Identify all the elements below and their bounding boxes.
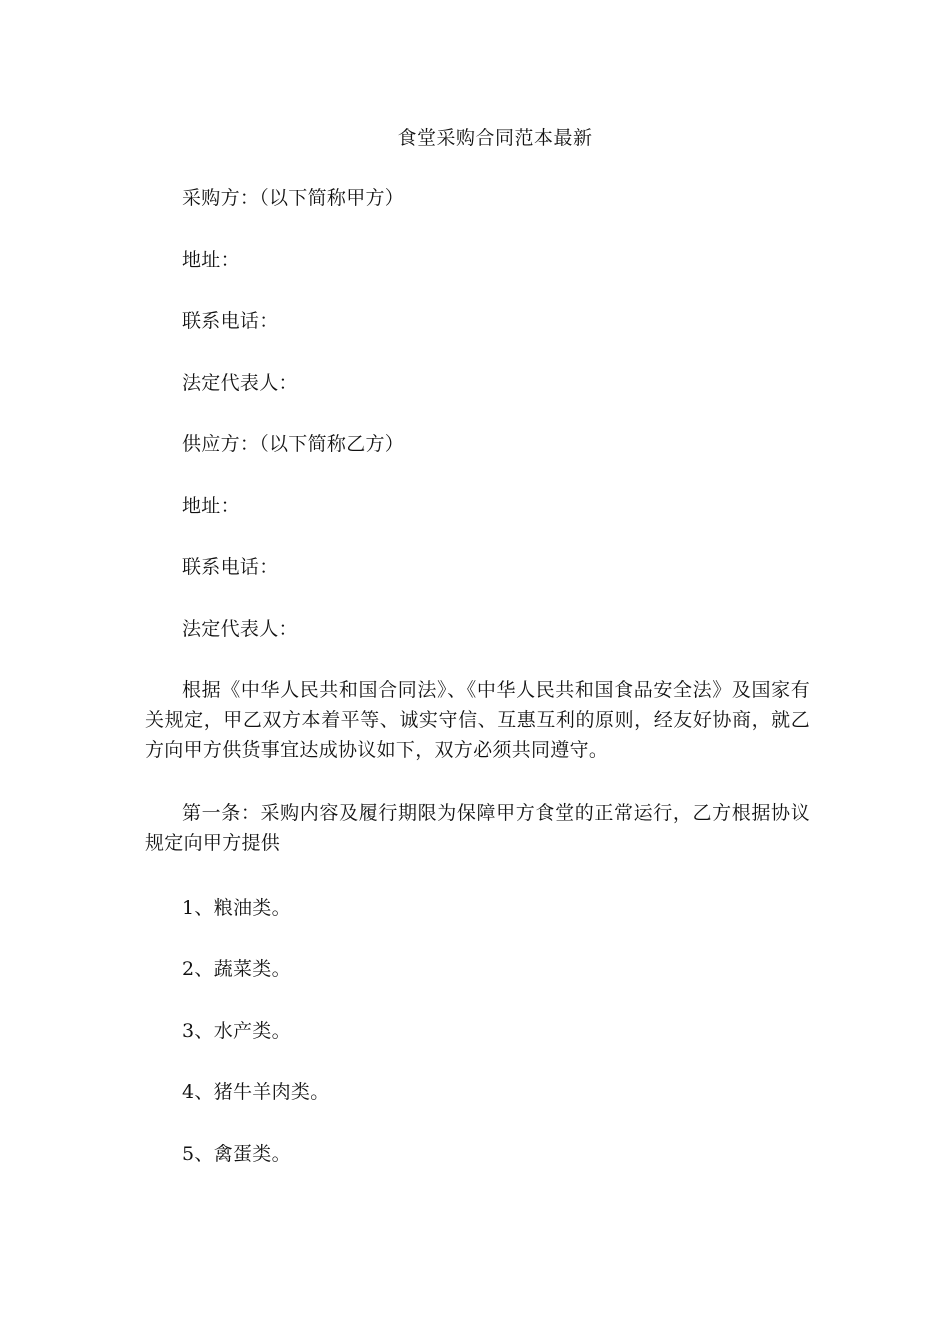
supplier-label: 供应方：（以下简称乙方） — [182, 433, 405, 455]
buyer-label: 采购方：（以下简称甲方） — [182, 187, 405, 209]
document-title: 食堂采购合同范本最新 — [397, 127, 593, 149]
buyer-address: 地址： — [182, 249, 240, 271]
list-item: 1、粮油类。 — [182, 897, 291, 919]
article-1-paragraph: 第一条：采购内容及履行期限为保障甲方食堂的正常运行，乙方根据协议规定向甲方提供 — [145, 802, 810, 854]
list-item: 5、禽蛋类。 — [182, 1143, 291, 1165]
list-item: 3、水产类。 — [182, 1020, 291, 1042]
buyer-phone: 联系电话： — [182, 310, 279, 332]
list-item: 4、猪牛羊肉类。 — [182, 1081, 330, 1103]
preamble-paragraph: 根据《中华人民共和国合同法》、《中华人民共和国食品安全法》及国家有关规定，甲乙双方本着平等、诚实守信、互惠互利的原则，经友好协商，就乙方向甲方供货事宜达成协议如下，双方必须共同遵守。 — [145, 679, 810, 761]
supplier-address: 地址： — [182, 495, 240, 517]
list-item: 2、蔬菜类。 — [182, 958, 291, 980]
supplier-legal-representative: 法定代表人： — [182, 618, 298, 640]
supplier-phone: 联系电话： — [182, 556, 279, 578]
buyer-legal-representative: 法定代表人： — [182, 372, 298, 394]
